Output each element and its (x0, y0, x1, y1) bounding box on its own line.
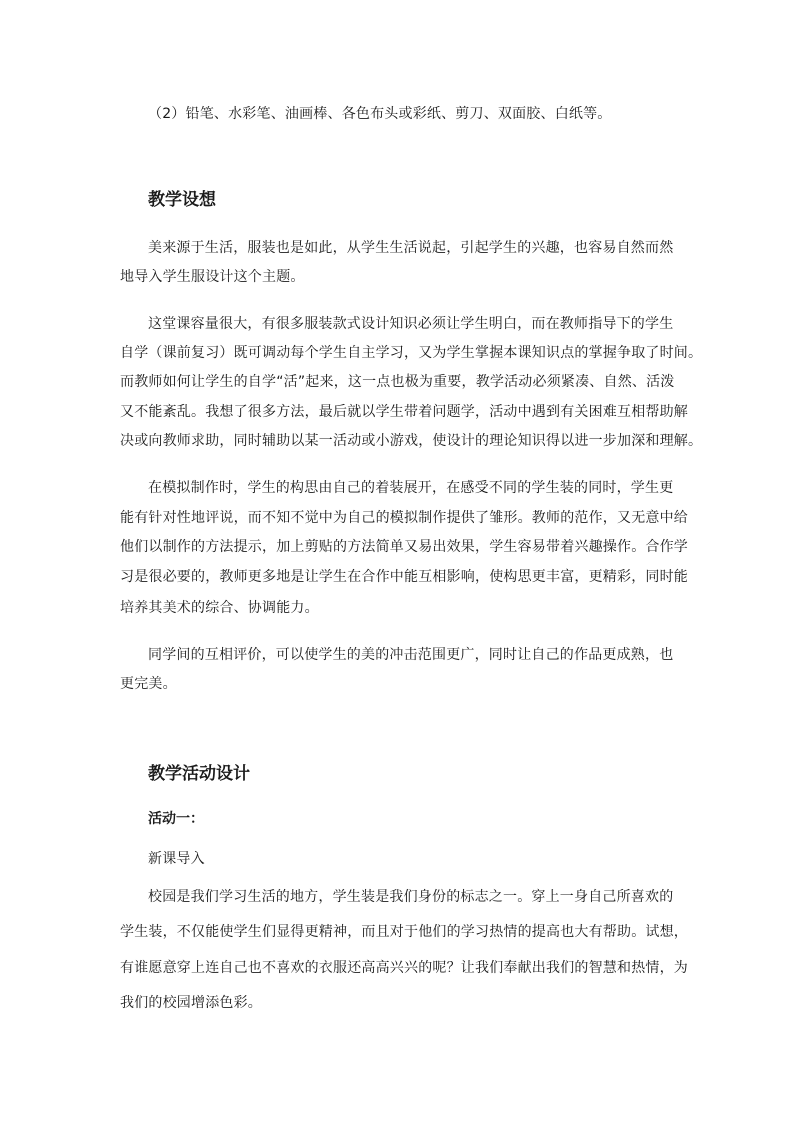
paragraph-line: 能有针对性地评说，而不知不觉中为自己的模拟制作提供了雏形。教师的范作，又无意中给 (120, 510, 688, 526)
paragraph-line: 他们以制作的方法提示，加上剪贴的方法简单又易出效果，学生容易带着兴趣操作。合作学 (120, 539, 688, 555)
section-title-activity-design: 教学活动设计 (148, 764, 250, 784)
paragraph-line: 决或向教师求助，同时辅助以某一活动或小游戏，使设计的理论知识得以进一步加深和理解。 (120, 433, 703, 449)
paragraph-line: 学生装，不仅能使学生们显得更精神，而且对于他们的学习热情的提高也大有帮助。试想， (120, 924, 688, 940)
materials-item-2: （2）铅笔、水彩笔、油画棒、各色布头或彩纸、剪刀、双面胶、白纸等。 (148, 106, 612, 122)
activity-label: 活动一： (148, 811, 204, 827)
paragraph-line: 又不能紊乱。我想了很多方法，最后就以学生带着问题学，活动中遇到有关困难互相帮助解 (120, 404, 688, 420)
paragraph-line: 我们的校园增添色彩。 (120, 995, 262, 1011)
paragraph-line: 校园是我们学习生活的地方，学生装是我们身份的标志之一。穿上一身自己所喜欢的 (148, 889, 674, 905)
paragraph-line: 有谁愿意穿上连自己也不喜欢的衣服还高高兴兴的呢？让我们奉献出我们的智慧和热情，为 (120, 960, 688, 976)
paragraph-line: 更完美。 (120, 676, 177, 692)
paragraph-line: 地导入学生服设计这个主题。 (120, 269, 305, 285)
paragraph-line: 这堂课容量很大，有很多服装款式设计知识必须让学生明白，而在教师指导下的学生 (148, 316, 674, 332)
paragraph-line: 培养其美术的综合、协调能力。 (120, 600, 319, 616)
section-title-teaching-idea: 教学设想 (148, 190, 216, 210)
activity-name: 新课导入 (148, 851, 205, 867)
paragraph-line: 同学间的互相评价，可以使学生的美的冲击范围更广，同时让自己的作品更成熟，也 (148, 647, 674, 663)
paragraph-line: 习是很必要的，教师更多地是让学生在合作中能互相影响，使构思更丰富，更精彩，同时能 (120, 569, 688, 585)
paragraph-line: 自学（课前复习）既可调动每个学生自主学习，又为学生掌握本课知识点的掌握争取了时间。 (120, 345, 703, 361)
paragraph-line: 而教师如何让学生的自学“活”起来，这一点也极为重要，教学活动必须紧凑、自然、活泼 (120, 374, 675, 390)
paragraph-line: 在模拟制作时，学生的构思由自己的着装展开，在感受不同的学生装的同时，学生更 (148, 480, 674, 496)
paragraph-line: 美来源于生活，服装也是如此，从学生生活说起，引起学生的兴趣，也容易自然而然 (148, 240, 674, 256)
